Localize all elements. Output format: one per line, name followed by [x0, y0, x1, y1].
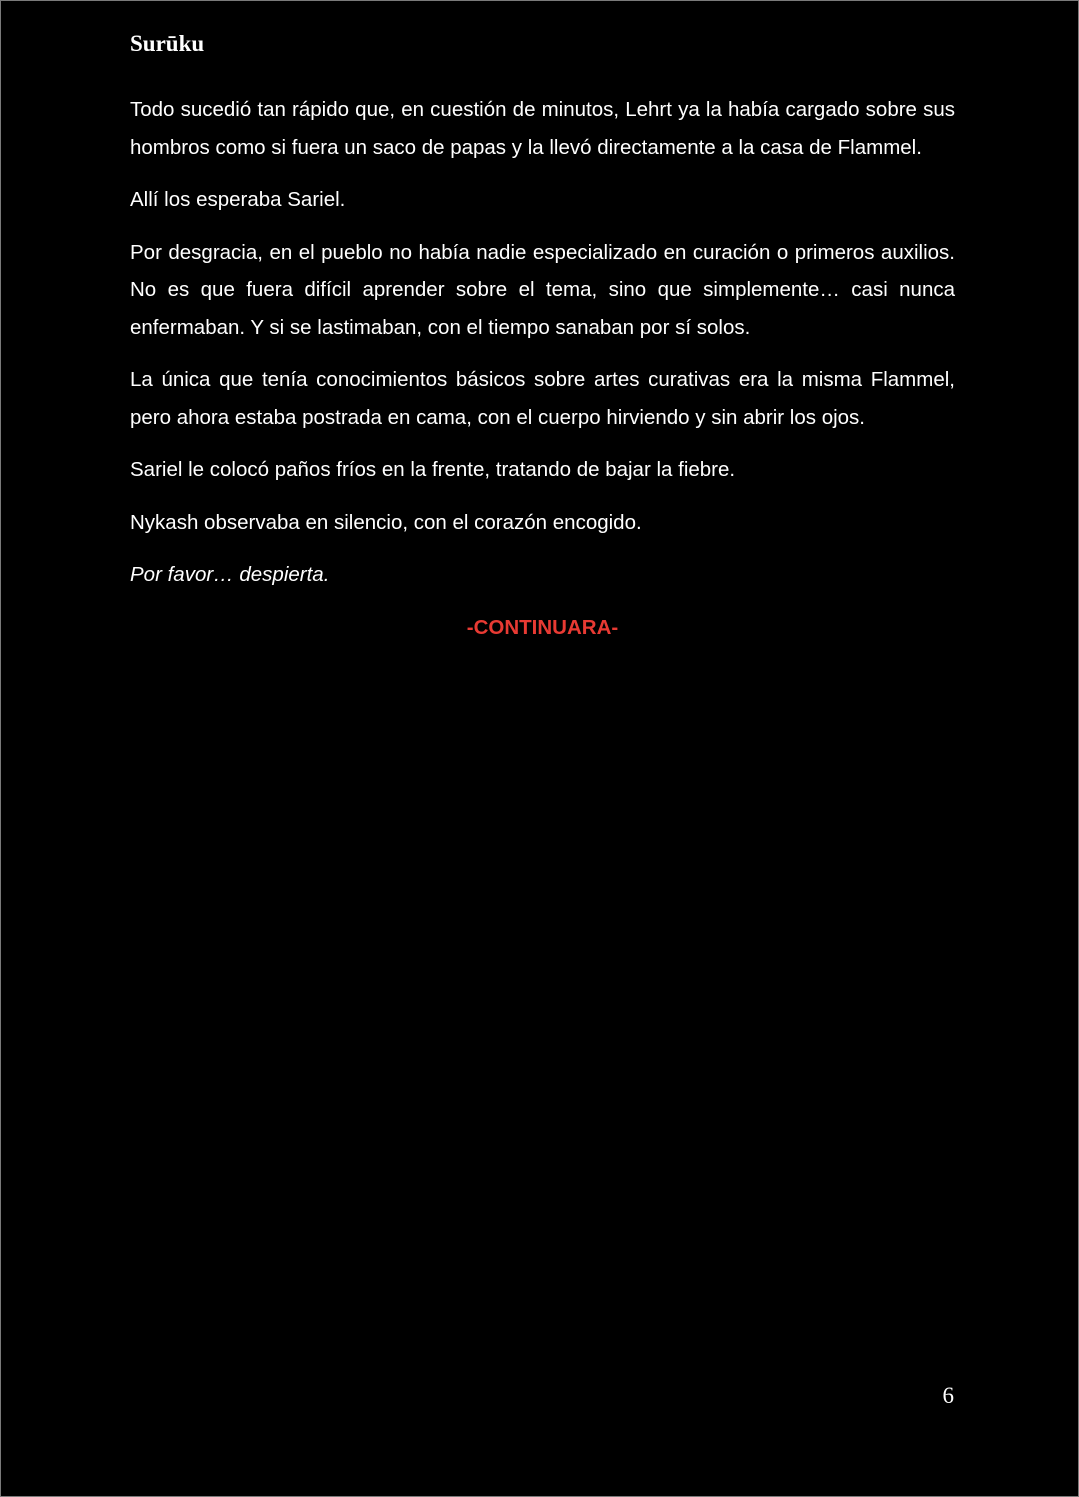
- paragraph-3: Por desgracia, en el pueblo no había nadie especializado en curación o primeros auxilios. No es que fuera difícil aprender sobre el tema, sino que simplemente… casi nunca enfermaban. Y si se lastimaban, con el tiempo sanaban por sí solos.: [130, 240, 955, 339]
- continuara-label: -CONTINUARA-: [466, 615, 619, 639]
- italic-thought-line: Por favor… despierta.: [130, 563, 330, 586]
- paragraph-6: Nykash observaba en silencio, con el corazón encogido.: [130, 510, 642, 534]
- paragraph-2: Allí los esperaba Sariel.: [130, 188, 346, 211]
- paragraph-1: Todo sucedió tan rápido que, en cuestión de minutos, Lehrt ya la había cargado sobre sus hombros como si fuera un saco de papas y la llevó directamente a la casa de Flammel.: [130, 98, 955, 159]
- paragraph-4: La única que tenía conocimientos básicos sobre artes curativas era la misma Flammel, pero ahora estaba postrada en cama, con el cuerpo hirviendo y sin abrir los ojos.: [130, 368, 955, 429]
- story-body: [130, 91, 955, 661]
- paragraph-5: Sariel le colocó paños fríos en la frente, tratando de bajar la fiebre.: [130, 458, 736, 481]
- book-title-header: Surūku: [130, 31, 205, 56]
- page-number: 6: [942, 1383, 954, 1408]
